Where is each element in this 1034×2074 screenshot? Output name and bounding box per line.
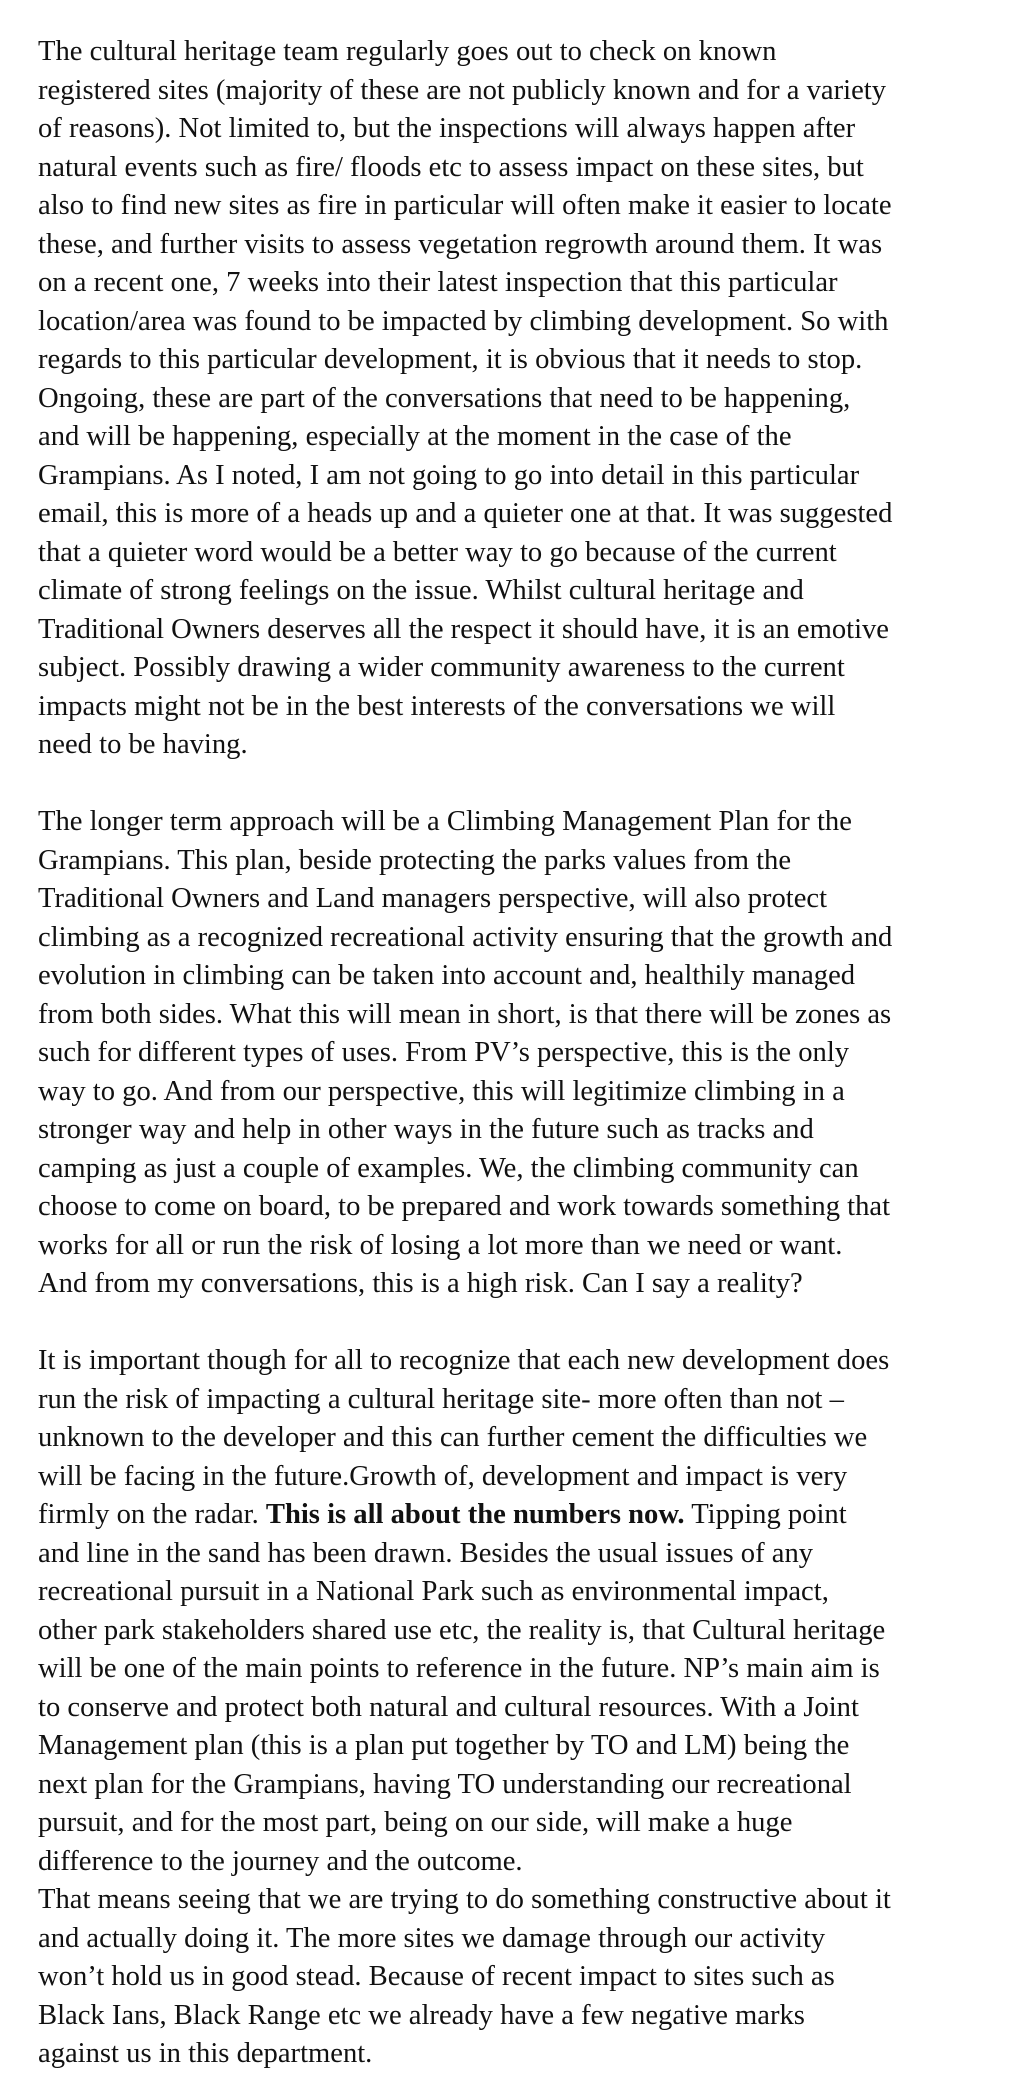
- text-line: these, and further visits to assess vegetation regrowth around them. It was: [38, 228, 883, 260]
- text-line: natural events such as fire/ floods etc to assess impact on these sites, but: [38, 151, 864, 183]
- text-line: Black Ians, Black Range etc we already have a few negative marks: [38, 1999, 805, 2031]
- text-line: Grampians. This plan, beside protecting the parks values from the: [38, 844, 792, 876]
- paragraph-cultural-heritage-inspections: [38, 33, 1006, 765]
- text-line: of reasons). Not limited to, but the inspections will always happen after: [38, 113, 856, 144]
- text-line: unknown to the developer and this can further cement the difficulties we: [38, 1422, 868, 1453]
- text-line: and will be happening, especially at the moment in the case of the: [38, 421, 792, 452]
- emphasis-text: This is all about the numbers now.: [265, 1499, 685, 1530]
- text-line: climbing as a recognized recreational activity ensuring that the growth and: [38, 921, 893, 953]
- text-line: registered sites (majority of these are not publicly known and for a variety: [38, 74, 887, 106]
- text-line: on a recent one, 7 weeks into their latest inspection that this particular: [38, 267, 838, 298]
- paragraph-constructive-action: [38, 1881, 1006, 2074]
- text-line: impacts might not be in the best interests of the conversations we will: [38, 690, 836, 722]
- text-line: And from my conversations, this is a high risk. Can I say a reality?: [38, 1268, 803, 1299]
- text-line: recreational pursuit in a National Park such as environmental impact,: [38, 1576, 829, 1607]
- text-line: Traditional Owners deserves all the respect it should have, it is an emotive: [38, 613, 889, 645]
- text-line: The longer term approach will be a Climbing Management Plan for the: [38, 806, 852, 837]
- text-line: choose to come on board, to be prepared and work towards something that: [38, 1191, 891, 1222]
- text-line: way to go. And from our perspective, this will legitimize climbing in a: [38, 1075, 845, 1107]
- text-line: run the risk of impacting a cultural heritage site- more often than not –: [38, 1383, 844, 1415]
- text-line: email, this is more of a heads up and a quieter one at that. It was suggested: [38, 498, 893, 529]
- text-line: difference to the journey and the outcome.: [38, 1845, 523, 1877]
- text-line: also to find new sites as fire in particular will often make it easier to locate: [38, 190, 892, 221]
- text-line: works for all or run the risk of losing a lot more than we need or want.: [38, 1229, 843, 1261]
- text-line: stronger way and help in other ways in the future such as tracks and: [38, 1114, 814, 1145]
- text-line: The cultural heritage team regularly goes out to check on known: [38, 36, 777, 67]
- text-line: won’t hold us in good stead. Because of recent impact to sites such as: [38, 1961, 835, 1992]
- text-line: that a quieter word would be a better way to go because of the current: [38, 536, 837, 568]
- text-line: pursuit, and for the most part, being on our side, will make a huge: [38, 1807, 793, 1838]
- line-prefix: firmly on the radar.: [38, 1499, 266, 1530]
- paragraph-development-risk: [38, 1342, 1006, 1881]
- text-line: climate of strong feelings on the issue. Whilst cultural heritage and: [38, 575, 804, 606]
- text-line-with-emphasis: [38, 1496, 1006, 1535]
- text-line: Ongoing, these are part of the conversations that need to be happening,: [38, 382, 851, 414]
- text-line: next plan for the Grampians, having TO understanding our recreational: [38, 1768, 852, 1800]
- text-line: location/area was found to be impacted by climbing development. So with: [38, 305, 889, 337]
- text-line: That means seeing that we are trying to do something constructive about it: [38, 1884, 891, 1915]
- text-line: Traditional Owners and Land managers perspective, will also protect: [38, 883, 828, 914]
- text-line: camping as just a couple of examples. We, the climbing community can: [38, 1152, 859, 1184]
- text-line: evolution in climbing can be taken into account and, healthily managed: [38, 960, 856, 991]
- text-line: It is important though for all to recognize that each new development does: [38, 1345, 890, 1376]
- text-line: against us in this department.: [38, 2038, 373, 2069]
- text-line: subject. Possibly drawing a wider community awareness to the current: [38, 652, 845, 683]
- text-line: other park stakeholders shared use etc, the reality is, that Cultural heritage: [38, 1614, 886, 1646]
- paragraph-climbing-management-plan: [38, 803, 1006, 1304]
- text-line: and line in the sand has been drawn. Besides the usual issues of any: [38, 1537, 814, 1569]
- text-line: and actually doing it. The more sites we damage through our activity: [38, 1922, 826, 1954]
- text-line: Grampians. As I noted, I am not going to go into detail in this particular: [38, 459, 860, 491]
- text-line: Management plan (this is a plan put together by TO and LM) being the: [38, 1730, 850, 1761]
- line-suffix: Tipping point: [684, 1499, 847, 1530]
- text-line: will be one of the main points to reference in the future. NP’s main aim is: [38, 1653, 880, 1684]
- text-line: from both sides. What this will mean in short, is that there will be zones as: [38, 998, 892, 1030]
- text-line: regards to this particular development, it is obvious that it needs to stop.: [38, 344, 863, 375]
- text-line: need to be having.: [38, 729, 248, 760]
- text-line: such for different types of uses. From PV’s perspective, this is the only: [38, 1037, 850, 1068]
- text-line: to conserve and protect both natural and cultural resources. With a Joint: [38, 1691, 859, 1723]
- text-line: will be facing in the future.Growth of, development and impact is very: [38, 1460, 848, 1492]
